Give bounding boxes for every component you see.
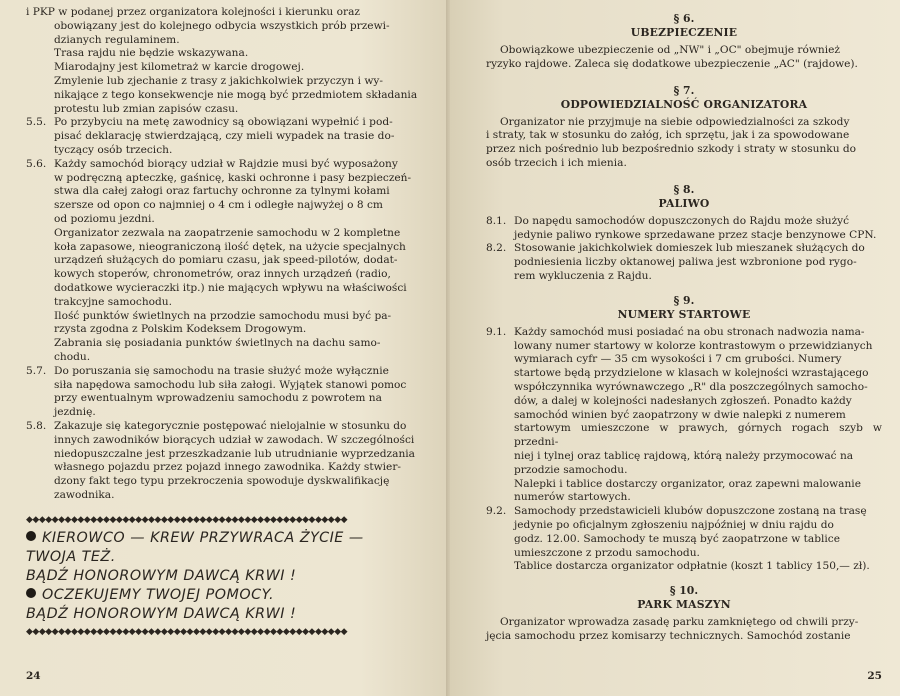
text-line: Obowiązkowe ubezpieczenie od „NW" i „OC" obejmuje również bbox=[500, 44, 840, 56]
text-line: Stosowanie jakichkolwiek domieszek lub mieszanek służących do bbox=[514, 242, 865, 255]
paragraph-number: 5.5. bbox=[26, 116, 47, 129]
text-line: Zmylenie lub zjechanie z trasy z jakichkolwiek przyczyn i wy- bbox=[54, 74, 383, 87]
section-title: PARK MASZYN bbox=[637, 598, 731, 612]
text-line: jedynie paliwo rynkowe sprzedawane przez stacje benzynowe CPN. bbox=[514, 228, 877, 241]
text-line: dzony fakt tego typu przekroczenia spowoduje dyskwalifikację bbox=[54, 475, 390, 488]
paragraph-5-5 bbox=[26, 116, 440, 157]
text-line: nikające z tego konsekwencje nie mogą być przedmiotem składania bbox=[54, 88, 418, 101]
text-line: tyczący osób trzecich. bbox=[54, 143, 173, 156]
text-line: zawodnika. bbox=[54, 488, 115, 501]
text-line: podniesienia liczby oktanowej paliwa jest wzbronione pod rygo- bbox=[514, 256, 857, 269]
text-line: koła zapasowe, nieograniczoną ilość dętek, na użycie specjalnych bbox=[54, 240, 406, 253]
text-line: Organizator nie przyjmuje na siebie odpowiedzialności za szkody bbox=[500, 115, 850, 128]
section-title: PALIWO bbox=[658, 196, 710, 210]
text-line: chodu. bbox=[54, 350, 91, 363]
section-10 bbox=[486, 584, 882, 644]
section-number: § 9. bbox=[673, 293, 695, 307]
text-line: rzysta zgodna z Polskim Kodeksem Drogowym. bbox=[54, 323, 307, 336]
slogan-text: BĄDŹ HONOROWYM DAWCĄ KRWI ! bbox=[26, 605, 297, 622]
text-line: Miarodajny jest kilometraż w karcie drogowej. bbox=[54, 61, 305, 74]
page-number: 25 bbox=[867, 670, 882, 682]
text-line: szersze od opon co najmniej o 4 cm i odległe najwyżej o 8 cm bbox=[54, 199, 383, 212]
slogan-text: OCZEKUJEMY TWOJEJ POMOCY. bbox=[42, 586, 275, 603]
diamond-border-top: ◆◆◆◆◆◆◆◆◆◆◆◆◆◆◆◆◆◆◆◆◆◆◆◆◆◆◆◆◆◆◆◆◆◆◆◆◆◆◆◆◆◆◆◆◆◆◆◆◆◆ bbox=[26, 514, 348, 525]
text-line: ryzyko rajdowe. Zaleca się dodatkowe ubezpieczenie „AC" (rajdowe). bbox=[486, 57, 858, 70]
text-line: w podręczną apteczkę, gaśnicę, kaski ochronne i pasy bezpieczeń- bbox=[54, 171, 412, 184]
section-title: UBEZPIECZENIE bbox=[630, 26, 738, 39]
text-line: i straty, tak w stosunku do załóg, ich sprzętu, jak i za spowodowane bbox=[486, 129, 850, 142]
paragraph-number: 5.8. bbox=[26, 419, 47, 432]
text-line: Ilość punktów świetlnych na przodzie samochodu musi być pa- bbox=[54, 309, 392, 322]
slogan-text: TWOJA TEŻ. bbox=[26, 548, 116, 565]
paragraph-number: 9.1. bbox=[486, 325, 507, 338]
text-line: Każdy samochód biorący udział w Rajdzie musi być wyposażony bbox=[54, 157, 398, 170]
text-line: obowiązany jest do kolejnego odbycia wszystkich prób przewi- bbox=[54, 19, 390, 32]
section-number: § 8. bbox=[673, 182, 695, 196]
bullet-icon bbox=[26, 588, 36, 598]
section-number: § 6. bbox=[673, 12, 695, 25]
text-line: niej i tylnej oraz tablicę rajdową, którą należy przymocować na bbox=[514, 449, 854, 462]
text-line: Po przybyciu na metę zawodnicy są obowiązani wypełnić i pod- bbox=[54, 116, 393, 129]
page-number: 24 bbox=[26, 670, 41, 682]
paragraph-number: 5.6. bbox=[26, 157, 47, 170]
text-line: Organizator wprowadza zasadę parku zamkniętego od chwili przy- bbox=[500, 616, 859, 629]
section-7 bbox=[486, 84, 882, 171]
text-line: współczynnika wyrównawczego „R" dla poszczególnych samocho- bbox=[514, 380, 868, 393]
text-line: przez nich pośrednio lub bezpośrednio szkody i straty w stosunku do bbox=[486, 143, 857, 156]
text-line: dodatkowe wycieraczki itp.) nie mających wpływu na właściwości bbox=[54, 281, 407, 294]
text-line: Zabrania się posiadania punktów świetlnych na dachu samo- bbox=[54, 337, 381, 350]
text-line: Samochody przedstawicieli klubów dopuszczone zostaną na trasę bbox=[514, 505, 867, 518]
slogan-line bbox=[26, 586, 440, 605]
text-line: Do poruszania się samochodu na trasie służyć może wyłącznie bbox=[54, 364, 389, 377]
text-line: umieszczone z przodu samochodu. bbox=[514, 546, 700, 559]
intro-text bbox=[26, 6, 440, 116]
text-line: wymiarach cyfr — 35 cm wysokości i 7 cm grubości. Numery bbox=[514, 353, 842, 366]
diamond-border-bottom: ◆◆◆◆◆◆◆◆◆◆◆◆◆◆◆◆◆◆◆◆◆◆◆◆◆◆◆◆◆◆◆◆◆◆◆◆◆◆◆◆◆◆◆◆◆◆◆◆◆◆ bbox=[26, 626, 348, 637]
text-line: Trasa rajdu nie będzie wskazywana. bbox=[54, 47, 249, 60]
section-title: ODPOWIEDZIALNOŚĆ ORGANIZATORA bbox=[560, 97, 808, 111]
text-line: niedopuszczalne jest przeszkadzanie lub utrudnianie wyprzedzania bbox=[54, 447, 415, 460]
text-line: Do napędu samochodów dopuszczonych do Rajdu może służyć bbox=[514, 214, 850, 227]
paragraph-5-7 bbox=[26, 365, 440, 420]
bullet-icon bbox=[26, 531, 36, 541]
text-line: przy ewentualnym wprowadzeniu samochodu z powrotem na bbox=[54, 392, 382, 405]
text-line: rem wykluczenia z Rajdu. bbox=[514, 269, 652, 282]
text-line: stwa dla całej załogi oraz fartuchy ochronne za tylnymi kołami bbox=[54, 185, 390, 198]
text-line: i PKP w podanej przez organizatora kolejności i kierunku oraz bbox=[26, 6, 360, 18]
paragraph-number: 8.2. bbox=[486, 242, 507, 255]
text-line: startowym umieszczone w prawych, górnych rogach szyb w przedni- bbox=[514, 422, 882, 449]
text-line: osób trzecich i ich mienia. bbox=[486, 156, 627, 169]
paragraph-5-8 bbox=[26, 420, 440, 503]
paragraph-number: 5.7. bbox=[26, 364, 47, 377]
text-line: lowany numer startowy w kolorze kontrastowym o przewidzianych bbox=[514, 339, 873, 352]
text-line: własnego pojazdu przez pojazd innego zawodnika. Każdy stwier- bbox=[54, 461, 401, 474]
text-line: siła napędowa samochodu lub siła załogi. Wyjątek stanowi pomoc bbox=[54, 378, 407, 391]
slogan-line bbox=[26, 529, 440, 548]
blood-donation-banner bbox=[26, 515, 440, 637]
text-line: przodzie samochodu. bbox=[514, 463, 628, 476]
text-line: jezdnię. bbox=[54, 406, 96, 419]
text-line: dzianych regulaminem. bbox=[54, 33, 180, 46]
section-title: NUMERY STARTOWE bbox=[617, 307, 751, 321]
text-line: protestu lub zmian zapisów czasu. bbox=[54, 102, 239, 115]
paragraph-8-2 bbox=[486, 242, 882, 283]
text-line: godz. 12.00. Samochody te muszą być zaopatrzone w tablice bbox=[514, 532, 840, 545]
slogan-text: KIEROWCO — KREW PRZYWRACA ŻYCIE — bbox=[42, 529, 364, 546]
section-6 bbox=[486, 12, 882, 72]
text-line: pisać deklarację stwierdzającą, czy mieli wypadek na trasie do- bbox=[54, 130, 395, 143]
paragraph-number: 9.2. bbox=[486, 505, 507, 518]
paragraph-9-2 bbox=[486, 505, 882, 574]
text-line: od poziomu jezdni. bbox=[54, 212, 155, 225]
section-8 bbox=[486, 183, 882, 284]
text-line: samochód winien być zaopatrzony w dwie nalepki z numerem bbox=[514, 408, 846, 421]
paragraph-number: 8.1. bbox=[486, 214, 507, 227]
paragraph-9-1 bbox=[486, 326, 882, 505]
right-page bbox=[450, 0, 900, 696]
paragraph-8-1 bbox=[486, 215, 882, 243]
section-number: § 10. bbox=[669, 584, 699, 598]
text-line: jęcia samochodu przez komisarzy technicznych. Samochód zostanie bbox=[486, 629, 851, 642]
text-line: Każdy samochód musi posiadać na obu stronach nadwozia nama- bbox=[514, 325, 865, 338]
text-line: Zakazuje się kategorycznie postępować nielojalnie w stosunku do bbox=[54, 419, 407, 432]
section-number: § 7. bbox=[673, 83, 695, 97]
text-line: dów, a dalej w kolejności nadesłanych zgłoszeń. Ponadto każdy bbox=[514, 394, 852, 407]
text-line: innych zawodników biorących udział w zawodach. W szczególności bbox=[54, 433, 415, 446]
text-line: kowych stoperów, chronometrów, oraz innych urządzeń (radio, bbox=[54, 268, 391, 281]
text-line: numerów startowych. bbox=[514, 491, 631, 504]
slogan-text: BĄDŹ HONOROWYM DAWCĄ KRWI ! bbox=[26, 567, 297, 584]
section-9 bbox=[486, 294, 882, 574]
paragraph-5-6 bbox=[26, 158, 440, 365]
text-line: jedynie po oficjalnym zgłoszeniu najpóźniej w dniu rajdu do bbox=[514, 518, 834, 531]
text-line: startowe będą przydzielone w klasach w kolejności wzrastającego bbox=[514, 367, 869, 380]
text-line: Organizator zezwala na zaopatrzenie samochodu w 2 kompletne bbox=[54, 226, 401, 239]
text-line: Nalepki i tablice dostarczy organizator, oraz zapewni malowanie bbox=[514, 477, 861, 490]
text-line: trakcyjne samochodu. bbox=[54, 295, 173, 308]
text-line: Tablice dostarcza organizator odpłatnie (koszt 1 tablicy 150,— zł). bbox=[514, 560, 870, 573]
text-line: urządzeń służących do pomiaru czasu, jak speed-pilotów, dodat- bbox=[54, 254, 398, 267]
